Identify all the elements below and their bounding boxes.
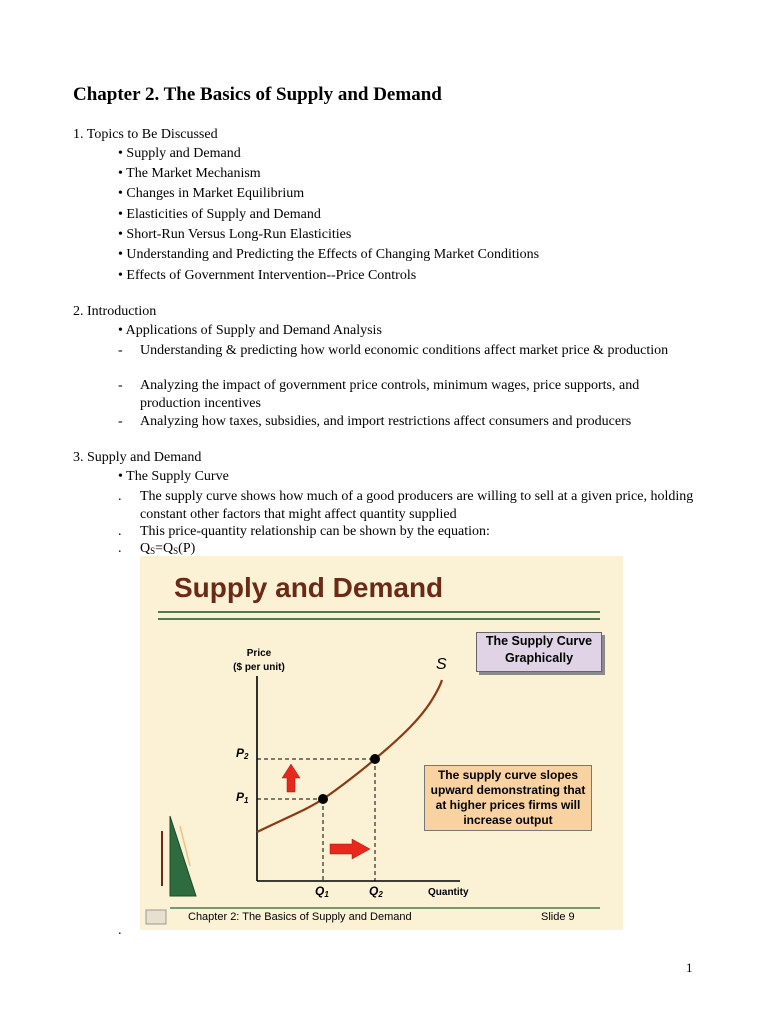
callout-box: The Supply Curve Graphically: [476, 632, 602, 672]
list-item: • Applications of Supply and Demand Analysis: [118, 323, 382, 338]
dash-marker: .: [118, 923, 122, 938]
list-item: • Elasticities of Supply and Demand: [118, 207, 321, 222]
right-arrow: [330, 839, 370, 859]
list-item: Analyzing how taxes, subsidies, and import restrictions affect consumers and producers: [140, 414, 632, 429]
dash-marker: .: [118, 541, 122, 556]
note-box: The supply curve slopes upward demonstrating that at higher prices firms will increase output: [424, 765, 592, 831]
footer-chapter: Chapter 2: The Basics of Supply and Demand: [188, 911, 412, 923]
tick-label-p2: $P_2$: [236, 746, 249, 761]
supply-demand-slide: [140, 556, 623, 930]
supply-graph: [140, 556, 623, 930]
list-item: • Changes in Market Equilibrium: [118, 186, 305, 201]
dash-marker: -: [118, 343, 123, 358]
footer-slide-number: Slide 9: [541, 911, 575, 923]
page-title: Chapter 2. The Basics of Supply and Demand: [73, 84, 442, 105]
page-number: 1: [686, 960, 693, 975]
supply-equation: $Q_S=Q_S(P)$: [140, 541, 196, 556]
x-axis-label: Quantity: [428, 887, 469, 898]
tick-label-p1: $P_1$: [236, 790, 249, 805]
dash-marker: .: [118, 489, 122, 504]
list-item: The supply curve shows how much of a good producers are willing to sell at a given price, holding constant other factors that might affect quantity supplied: [140, 489, 694, 522]
tick-label-q2: $Q_2$: [369, 884, 383, 899]
slide-footer: [140, 906, 623, 930]
footer-logo: [146, 910, 166, 924]
up-arrow: [282, 764, 300, 792]
list-item: • The Market Mechanism: [118, 166, 261, 181]
series-label: S: [436, 656, 447, 673]
list-item: Understanding & predicting how world economic conditions affect market price & production: [140, 343, 669, 358]
list-item: This price-quantity relationship can be shown by the equation:: [140, 524, 490, 539]
decorative-triangle: [170, 816, 196, 896]
slide-title: Supply and Demand: [174, 572, 444, 603]
section-heading-topics: 1. Topics to Be Discussed: [73, 127, 218, 142]
tick-label-q1: $Q_1$: [315, 884, 329, 899]
list-item: • Supply and Demand: [118, 146, 241, 161]
list-item: Analyzing the impact of government price controls, minimum wages, price supports, and production incentives: [140, 378, 640, 411]
list-item: • Understanding and Predicting the Effects of Changing Market Conditions: [118, 247, 540, 262]
list-item: • Short-Run Versus Long-Run Elasticities: [118, 227, 352, 242]
point-q1-p1: [318, 794, 328, 804]
dash-marker: .: [118, 524, 122, 539]
dash-marker: -: [118, 414, 123, 429]
list-item: • The Supply Curve: [118, 469, 229, 484]
list-item: • Effects of Government Intervention--Price Controls: [118, 268, 417, 283]
y-axis-label: Price ($ per unit): [233, 648, 285, 673]
section-heading-introduction: 2. Introduction: [73, 304, 157, 319]
point-q2-p2: [370, 754, 380, 764]
section-heading-supply-and-demand: 3. Supply and Demand: [73, 450, 202, 465]
dash-marker: -: [118, 378, 123, 393]
supply-curve: [257, 680, 442, 832]
